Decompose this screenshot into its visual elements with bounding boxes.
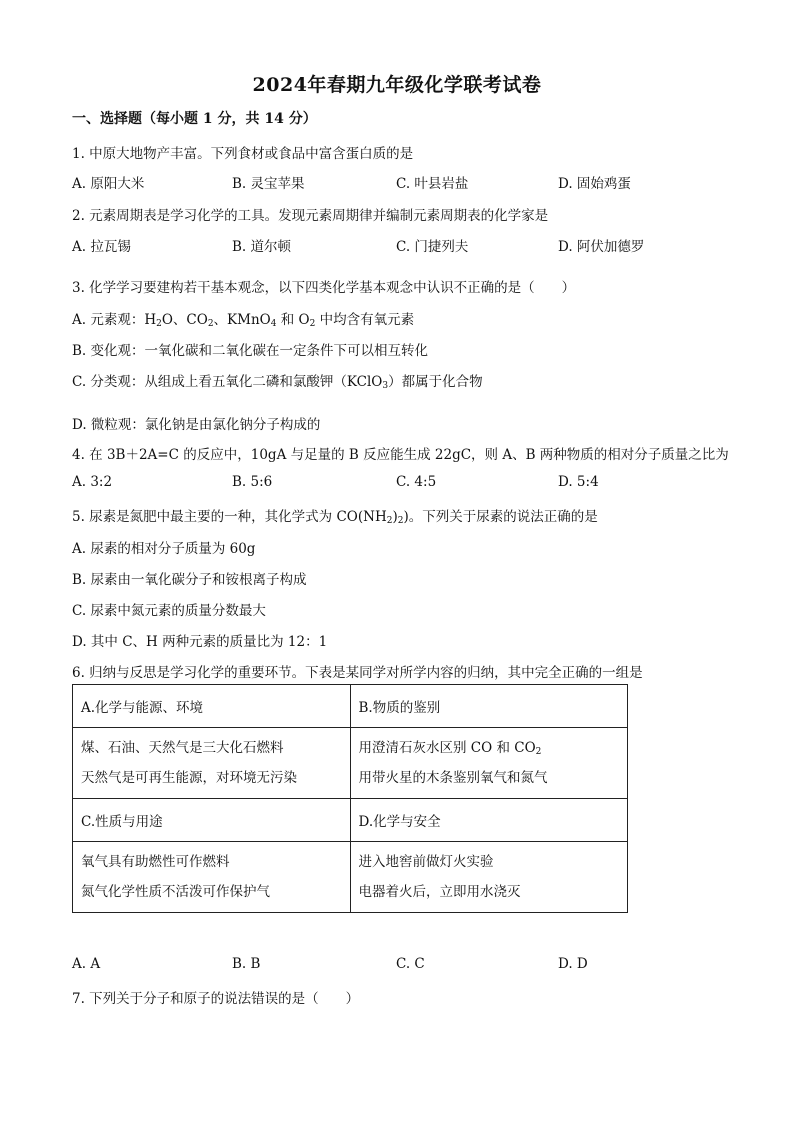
table-cell-b-head: B.物质的鉴别	[350, 685, 628, 728]
question-6-option-c: C. C	[396, 956, 425, 972]
question-6-option-a: A. A	[72, 956, 101, 972]
table-cell-a-body: 煤、石油、天然气是三大化石燃料 天然气是可再生能源，对环境无污染	[73, 728, 351, 799]
table-cell-c-body: 氧气具有助燃性可作燃料 氮气化学性质不活泼可作保护气	[73, 842, 351, 913]
table-cell-d-head: D.化学与安全	[350, 799, 628, 842]
question-3-option-c: C. 分类观：从组成上看五氧化二磷和氯酸钾（KClO$_3$）都属于化合物	[72, 374, 483, 391]
question-2-stem: 2. 元素周期表是学习化学的工具。发现元素周期律并编制元素周期表的化学家是	[72, 208, 549, 224]
question-3-option-b: B. 变化观：一氧化碳和二氧化碳在一定条件下可以相互转化	[72, 343, 429, 359]
question-7-stem: 7. 下列关于分子和原子的说法错误的是（ ）	[72, 991, 360, 1007]
question-4-option-b: B. 5:6	[232, 474, 273, 490]
question-6-option-d: D. D	[558, 956, 588, 972]
question-1-stem: 1. 中原大地物产丰富。下列食材或食品中富含蛋白质的是	[72, 146, 414, 162]
question-6-options	[72, 956, 722, 976]
table-cell-b-body: 用澄清石灰水区别 CO 和 $CO_2$ 用带火星的木条鉴别氧气和氮气	[350, 728, 628, 799]
question-3-option-a: A. 元素观：$H_2O$、$CO_2$、KMnO$_4$ 和 $O_2$ 中均含有氧元素	[72, 312, 415, 329]
question-3-stem: 3. 化学学习要建构若干基本观念，以下四类化学基本观念中认识不正确的是（ ）	[72, 280, 576, 296]
question-1-option-c: C. 叶县岩盐	[396, 176, 469, 192]
question-5-stem: 5. 尿素是氮肥中最主要的一种，其化学式为 $CO(NH_2)_2$)。下列关于尿素的说法正确的是	[72, 509, 598, 526]
question-6-stem: 6. 归纳与反思是学习化学的重要环节。下表是某同学对所学内容的归纳，其中完全正确的一组是	[72, 665, 643, 681]
table-cell-a-head: A.化学与能源、环境	[73, 685, 351, 728]
question-1-options	[72, 172, 722, 192]
question-1-option-b: B. 灵宝苹果	[232, 176, 305, 192]
question-2-option-a: A. 拉瓦锡	[72, 239, 131, 255]
table-cell-c-head: C.性质与用途	[73, 799, 351, 842]
question-4-option-d: D. 5:4	[558, 474, 599, 490]
question-2-option-d: D. 阿伏加德罗	[558, 239, 645, 255]
question-6-option-b: B. B	[232, 956, 261, 972]
question-2-option-c: C. 门捷列夫	[396, 239, 469, 255]
question-5-option-c: C. 尿素中氮元素的质量分数最大	[72, 603, 266, 619]
question-4-stem: 4. 在 3B＋2A=C 的反应中，10gA 与足量的 B 反应能生成 22gC，则 A、B 两种物质的相对分子质量之比为	[72, 447, 729, 463]
question-4-option-c: C. 4:5	[396, 474, 437, 490]
question-4-option-a: A. 3:2	[72, 474, 113, 490]
question-1-option-a: A. 原阳大米	[72, 176, 145, 192]
question-2-options	[72, 235, 722, 255]
question-5-option-b: B. 尿素由一氧化碳分子和铵根离子构成	[72, 572, 307, 588]
question-1-option-d: D. 固始鸡蛋	[558, 176, 631, 192]
table-cell-d-body: 进入地窖前做灯火实验 电器着火后，立即用水浇灭	[350, 842, 628, 913]
question-6-table	[72, 684, 628, 913]
question-5-option-a: A. 尿素的相对分子质量为 60g	[72, 541, 256, 557]
question-5-option-d: D. 其中 C、H 两种元素的质量比为 12：1	[72, 634, 328, 650]
section-heading: 一、选择题（每小题 1 分，共 14 分）	[72, 111, 317, 127]
page-title: 2024年春期九年级化学联考试卷	[252, 74, 542, 96]
question-2-option-b: B. 道尔顿	[232, 239, 292, 255]
question-3-option-d: D. 微粒观：氯化钠是由氯化钠分子构成的	[72, 417, 321, 433]
question-4-options	[72, 474, 722, 494]
